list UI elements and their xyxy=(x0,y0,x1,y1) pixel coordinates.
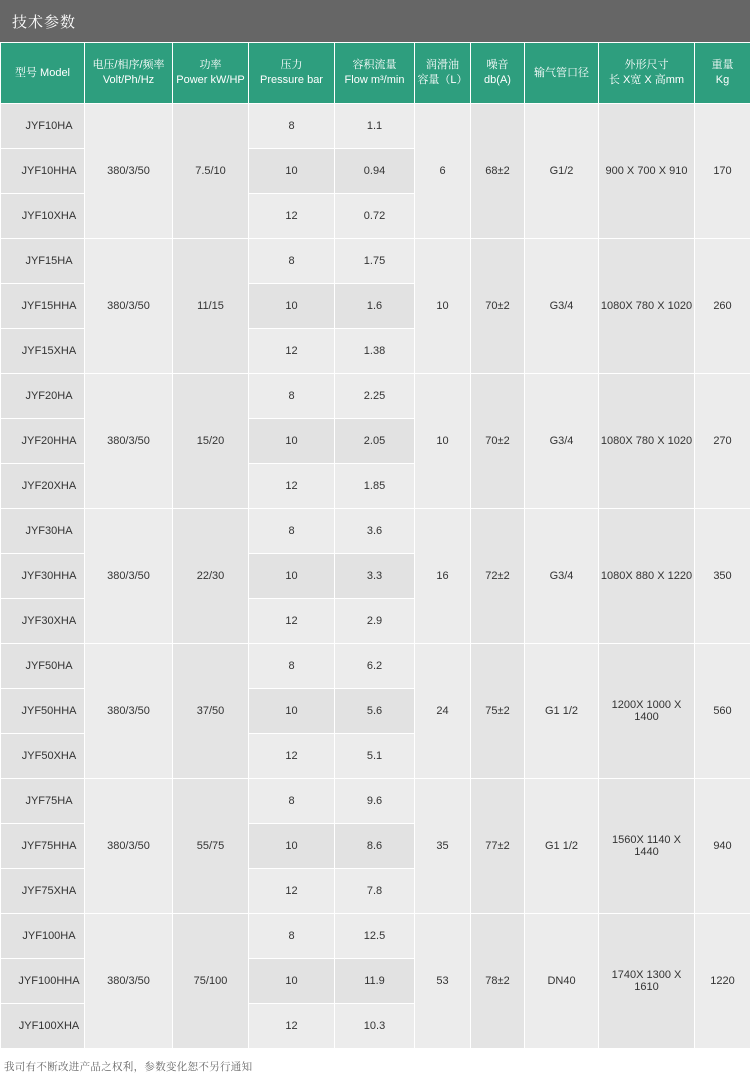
cell-pipe-diameter: G3/4 xyxy=(525,509,599,644)
cell-voltage: 380/3/50 xyxy=(85,239,173,374)
cell-model: JYF75HA xyxy=(1,779,85,824)
cell-power: 15/20 xyxy=(173,374,249,509)
cell-flow: 8.6 xyxy=(335,824,415,869)
cell-flow: 2.05 xyxy=(335,419,415,464)
cell-pressure: 10 xyxy=(249,554,335,599)
cell-model: JYF15HA xyxy=(1,239,85,284)
table-row xyxy=(1,914,750,959)
table-row xyxy=(1,779,750,824)
cell-weight: 560 xyxy=(695,644,750,779)
cell-model: JYF30HA xyxy=(1,509,85,554)
column-header-noise: 噪音 db(A) xyxy=(471,43,525,104)
cell-dimensions: 1560X 1140 X 1440 xyxy=(599,779,695,914)
cell-pressure: 12 xyxy=(249,734,335,779)
cell-voltage: 380/3/50 xyxy=(85,104,173,239)
column-header-weight: 重量 Kg xyxy=(695,43,750,104)
cell-model: JYF75XHA xyxy=(1,869,85,914)
cell-pipe-diameter: G1 1/2 xyxy=(525,779,599,914)
cell-flow: 0.94 xyxy=(335,149,415,194)
cell-model: JYF100HHA xyxy=(1,959,85,1004)
cell-pressure: 12 xyxy=(249,464,335,509)
cell-pressure: 8 xyxy=(249,239,335,284)
cell-flow: 1.75 xyxy=(335,239,415,284)
cell-flow: 6.2 xyxy=(335,644,415,689)
cell-power: 11/15 xyxy=(173,239,249,374)
table-row xyxy=(1,644,750,689)
cell-noise: 70±2 xyxy=(471,239,525,374)
cell-pipe-diameter: G3/4 xyxy=(525,374,599,509)
cell-voltage: 380/3/50 xyxy=(85,914,173,1049)
cell-model: JYF20XHA xyxy=(1,464,85,509)
cell-flow: 5.6 xyxy=(335,689,415,734)
cell-pressure: 8 xyxy=(249,104,335,149)
cell-model: JYF100HA xyxy=(1,914,85,959)
cell-model: JYF50HHA xyxy=(1,689,85,734)
cell-pipe-diameter: G1/2 xyxy=(525,104,599,239)
cell-dimensions: 1080X 880 X 1220 xyxy=(599,509,695,644)
column-header-power: 功率 Power kW/HP xyxy=(173,43,249,104)
cell-weight: 1220 xyxy=(695,914,750,1049)
cell-flow: 1.1 xyxy=(335,104,415,149)
cell-noise: 68±2 xyxy=(471,104,525,239)
cell-pipe-diameter: DN40 xyxy=(525,914,599,1049)
cell-oil-capacity: 16 xyxy=(415,509,471,644)
cell-model: JYF50XHA xyxy=(1,734,85,779)
column-header-pressure: 压力 Pressure bar xyxy=(249,43,335,104)
table-row xyxy=(1,239,750,284)
cell-noise: 72±2 xyxy=(471,509,525,644)
cell-flow: 9.6 xyxy=(335,779,415,824)
cell-noise: 70±2 xyxy=(471,374,525,509)
cell-flow: 1.38 xyxy=(335,329,415,374)
table-row xyxy=(1,374,750,419)
cell-pressure: 10 xyxy=(249,149,335,194)
cell-pressure: 10 xyxy=(249,959,335,1004)
cell-weight: 260 xyxy=(695,239,750,374)
cell-flow: 12.5 xyxy=(335,914,415,959)
cell-model: JYF15XHA xyxy=(1,329,85,374)
cell-oil-capacity: 24 xyxy=(415,644,471,779)
cell-pressure: 10 xyxy=(249,689,335,734)
cell-power: 7.5/10 xyxy=(173,104,249,239)
cell-power: 75/100 xyxy=(173,914,249,1049)
cell-model: JYF10XHA xyxy=(1,194,85,239)
cell-flow: 1.85 xyxy=(335,464,415,509)
cell-pipe-diameter: G1 1/2 xyxy=(525,644,599,779)
cell-oil-capacity: 6 xyxy=(415,104,471,239)
cell-pipe-diameter: G3/4 xyxy=(525,239,599,374)
cell-flow: 5.1 xyxy=(335,734,415,779)
cell-model: JYF30XHA xyxy=(1,599,85,644)
column-header-pipe-diameter: 输气管口径 xyxy=(525,43,599,104)
column-header-dimensions: 外形尺寸 长 X宽 X 高mm xyxy=(599,43,695,104)
cell-flow: 11.9 xyxy=(335,959,415,1004)
cell-noise: 77±2 xyxy=(471,779,525,914)
cell-flow: 2.9 xyxy=(335,599,415,644)
cell-pressure: 12 xyxy=(249,194,335,239)
cell-model: JYF20HHA xyxy=(1,419,85,464)
cell-flow: 3.3 xyxy=(335,554,415,599)
column-header-voltage: 电压/相序/频率 Volt/Ph/Hz xyxy=(85,43,173,104)
cell-pressure: 10 xyxy=(249,824,335,869)
cell-model: JYF20HA xyxy=(1,374,85,419)
table-row xyxy=(1,104,750,149)
cell-pressure: 8 xyxy=(249,509,335,554)
cell-model: JYF50HA xyxy=(1,644,85,689)
cell-model: JYF10HA xyxy=(1,104,85,149)
cell-flow: 3.6 xyxy=(335,509,415,554)
cell-weight: 350 xyxy=(695,509,750,644)
cell-dimensions: 900 X 700 X 910 xyxy=(599,104,695,239)
cell-weight: 170 xyxy=(695,104,750,239)
cell-voltage: 380/3/50 xyxy=(85,644,173,779)
specification-table xyxy=(0,42,750,1049)
cell-model: JYF10HHA xyxy=(1,149,85,194)
cell-voltage: 380/3/50 xyxy=(85,779,173,914)
cell-dimensions: 1080X 780 X 1020 xyxy=(599,239,695,374)
cell-pressure: 8 xyxy=(249,779,335,824)
cell-pressure: 10 xyxy=(249,284,335,329)
cell-model: JYF75HHA xyxy=(1,824,85,869)
cell-power: 55/75 xyxy=(173,779,249,914)
table-header-row xyxy=(1,43,750,104)
cell-model: JYF100XHA xyxy=(1,1004,85,1049)
cell-model: JYF30HHA xyxy=(1,554,85,599)
page-title-bar xyxy=(0,0,750,42)
column-header-oil-capacity: 润滑油 容量（L） xyxy=(415,43,471,104)
cell-oil-capacity: 10 xyxy=(415,374,471,509)
cell-flow: 0.72 xyxy=(335,194,415,239)
cell-flow: 7.8 xyxy=(335,869,415,914)
cell-pressure: 10 xyxy=(249,419,335,464)
cell-pressure: 12 xyxy=(249,599,335,644)
cell-pressure: 12 xyxy=(249,1004,335,1049)
column-header-model: 型号 Model xyxy=(1,43,85,104)
cell-dimensions: 1740X 1300 X 1610 xyxy=(599,914,695,1049)
cell-power: 37/50 xyxy=(173,644,249,779)
cell-weight: 940 xyxy=(695,779,750,914)
column-header-flow: 容积流量 Flow m³/min xyxy=(335,43,415,104)
cell-pressure: 12 xyxy=(249,869,335,914)
page-title: 技术参数 xyxy=(12,11,76,32)
cell-model: JYF15HHA xyxy=(1,284,85,329)
cell-oil-capacity: 35 xyxy=(415,779,471,914)
cell-oil-capacity: 10 xyxy=(415,239,471,374)
cell-flow: 10.3 xyxy=(335,1004,415,1049)
cell-noise: 78±2 xyxy=(471,914,525,1049)
cell-weight: 270 xyxy=(695,374,750,509)
cell-noise: 75±2 xyxy=(471,644,525,779)
table-row xyxy=(1,509,750,554)
cell-voltage: 380/3/50 xyxy=(85,374,173,509)
cell-pressure: 8 xyxy=(249,374,335,419)
footnote: 我司有不断改进产品之权利，参数变化恕不另行通知 xyxy=(0,1049,750,1082)
cell-dimensions: 1080X 780 X 1020 xyxy=(599,374,695,509)
cell-pressure: 8 xyxy=(249,644,335,689)
cell-dimensions: 1200X 1000 X 1400 xyxy=(599,644,695,779)
cell-power: 22/30 xyxy=(173,509,249,644)
cell-pressure: 12 xyxy=(249,329,335,374)
cell-voltage: 380/3/50 xyxy=(85,509,173,644)
cell-pressure: 8 xyxy=(249,914,335,959)
cell-flow: 2.25 xyxy=(335,374,415,419)
cell-oil-capacity: 53 xyxy=(415,914,471,1049)
cell-flow: 1.6 xyxy=(335,284,415,329)
